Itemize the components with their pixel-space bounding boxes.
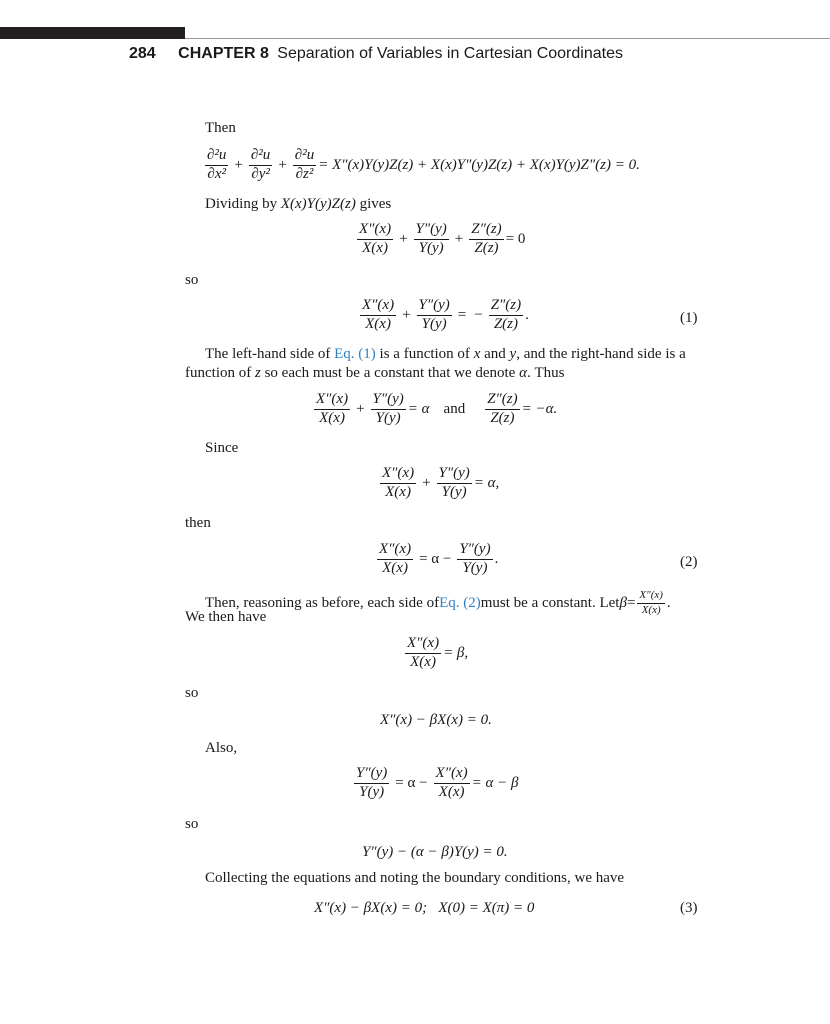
- text-then: Then: [205, 120, 236, 136]
- equation-1: $\frac{X''(x)}{X(x)}$ + $\frac{Y''(y)}{Y(y)}$ = − $\frac{Z''(z)}{Z(z)}$ .: [362, 297, 529, 332]
- chapter-label: CHAPTER 8: [178, 45, 269, 62]
- equation-since: $\frac{X''(x)}{X(x)}$ + $\frac{Y''(y)}{Y(y)}$ = α,: [382, 465, 500, 500]
- text-dividing: Dividing by X(x)Y(y)Z(z) gives: [205, 196, 392, 212]
- paragraph-reasoning: Then, reasoning as before, each side of Eq. (2) must be a constant. Let β = $\frac{X''(x)}{X(x)}$ .: [205, 589, 671, 616]
- text-since: Since: [205, 440, 239, 456]
- equation-alpha-pair: $\frac{X''(x)}{X(x)}$ + $\frac{Y''(y)}{Y(y)}$ = α and $\frac{Z''(z)}{Z(z)}$ = −α.: [316, 391, 558, 426]
- fraction-d2u-dy2: $\frac{\text{∂²u}}{\text{∂y²}}$: [250, 147, 271, 182]
- text-also: Also,: [205, 740, 238, 756]
- laplace-equation: $\frac{\text{∂²u}}{\text{∂x²}}$ + $\frac{\text{∂²u}}{\text{∂y²}}$ + $\frac{\text{∂²u}}{\text{∂z²}}$ = X″(x)Y(y)Z(z) + X(x)Y″(y)Z(z) + X(x)Y(y)Z″(z) = 0.: [207, 147, 640, 182]
- laplace-rhs: = X″(x)Y(y)Z(z) + X(x)Y″(y)Z(z) + X(x)Y(y)Z″(z) = 0.: [318, 156, 640, 173]
- header-rule: [185, 38, 830, 39]
- paragraph-lhs-line1: The left-hand side of Eq. (1) is a function of x and y, and the right-hand side is a: [205, 346, 686, 362]
- text-so-3: so: [185, 816, 199, 832]
- equation-sum-zero: $\frac{X''(x)}{X(x)}$ + $\frac{Y''(y)}{Y(y)}$ + $\frac{Z''(z)}{Z(z)}$ = 0: [359, 221, 526, 256]
- eq1-link[interactable]: Eq. (1): [334, 346, 376, 362]
- equation-number-3: (3): [680, 900, 698, 916]
- equation-y-ratio: $\frac{Y''(y)}{Y(y)}$ = α − $\frac{X''(x)}{X(x)}$ = α − β: [356, 765, 519, 800]
- text-collecting: Collecting the equations and noting the boundary conditions, we have: [205, 870, 625, 886]
- page-number: 284: [129, 45, 156, 62]
- equation-2: $\frac{X''(x)}{X(x)}$ = α − $\frac{Y''(y)}{Y(y)}$ .: [379, 541, 499, 576]
- fraction-d2u-dx2: $\frac{\text{∂²u}}{\text{∂x²}}$: [207, 147, 227, 182]
- equation-3: X″(x) − βX(x) = 0; X(0) = X(π) = 0: [314, 900, 535, 916]
- equation-number-2: (2): [680, 554, 698, 570]
- text-then-2: then: [185, 515, 211, 531]
- equation-x-ode: X″(x) − βX(x) = 0.: [380, 712, 492, 728]
- text-so-2: so: [185, 685, 199, 701]
- eq2-link[interactable]: Eq. (2): [439, 594, 481, 611]
- header-bar-dark: [0, 27, 185, 39]
- paragraph-lhs-line2: function of z so each must be a constant that we denote α. Thus: [185, 365, 565, 381]
- text-we-then-have: We then have: [185, 609, 267, 625]
- equation-beta: $\frac{X''(x)}{X(x)}$ = β,: [407, 635, 469, 670]
- equation-y-ode: Y″(y) − (α − β)Y(y) = 0.: [362, 844, 508, 860]
- equation-number-1: (1): [680, 310, 698, 326]
- running-header: [129, 45, 623, 63]
- chapter-title: Separation of Variables in Cartesian Coordinates: [277, 45, 623, 62]
- text-so-1: so: [185, 272, 199, 288]
- and-word: and: [443, 400, 466, 417]
- fraction-d2u-dz2: $\frac{\text{∂²u}}{\text{∂z²}}$: [294, 147, 315, 182]
